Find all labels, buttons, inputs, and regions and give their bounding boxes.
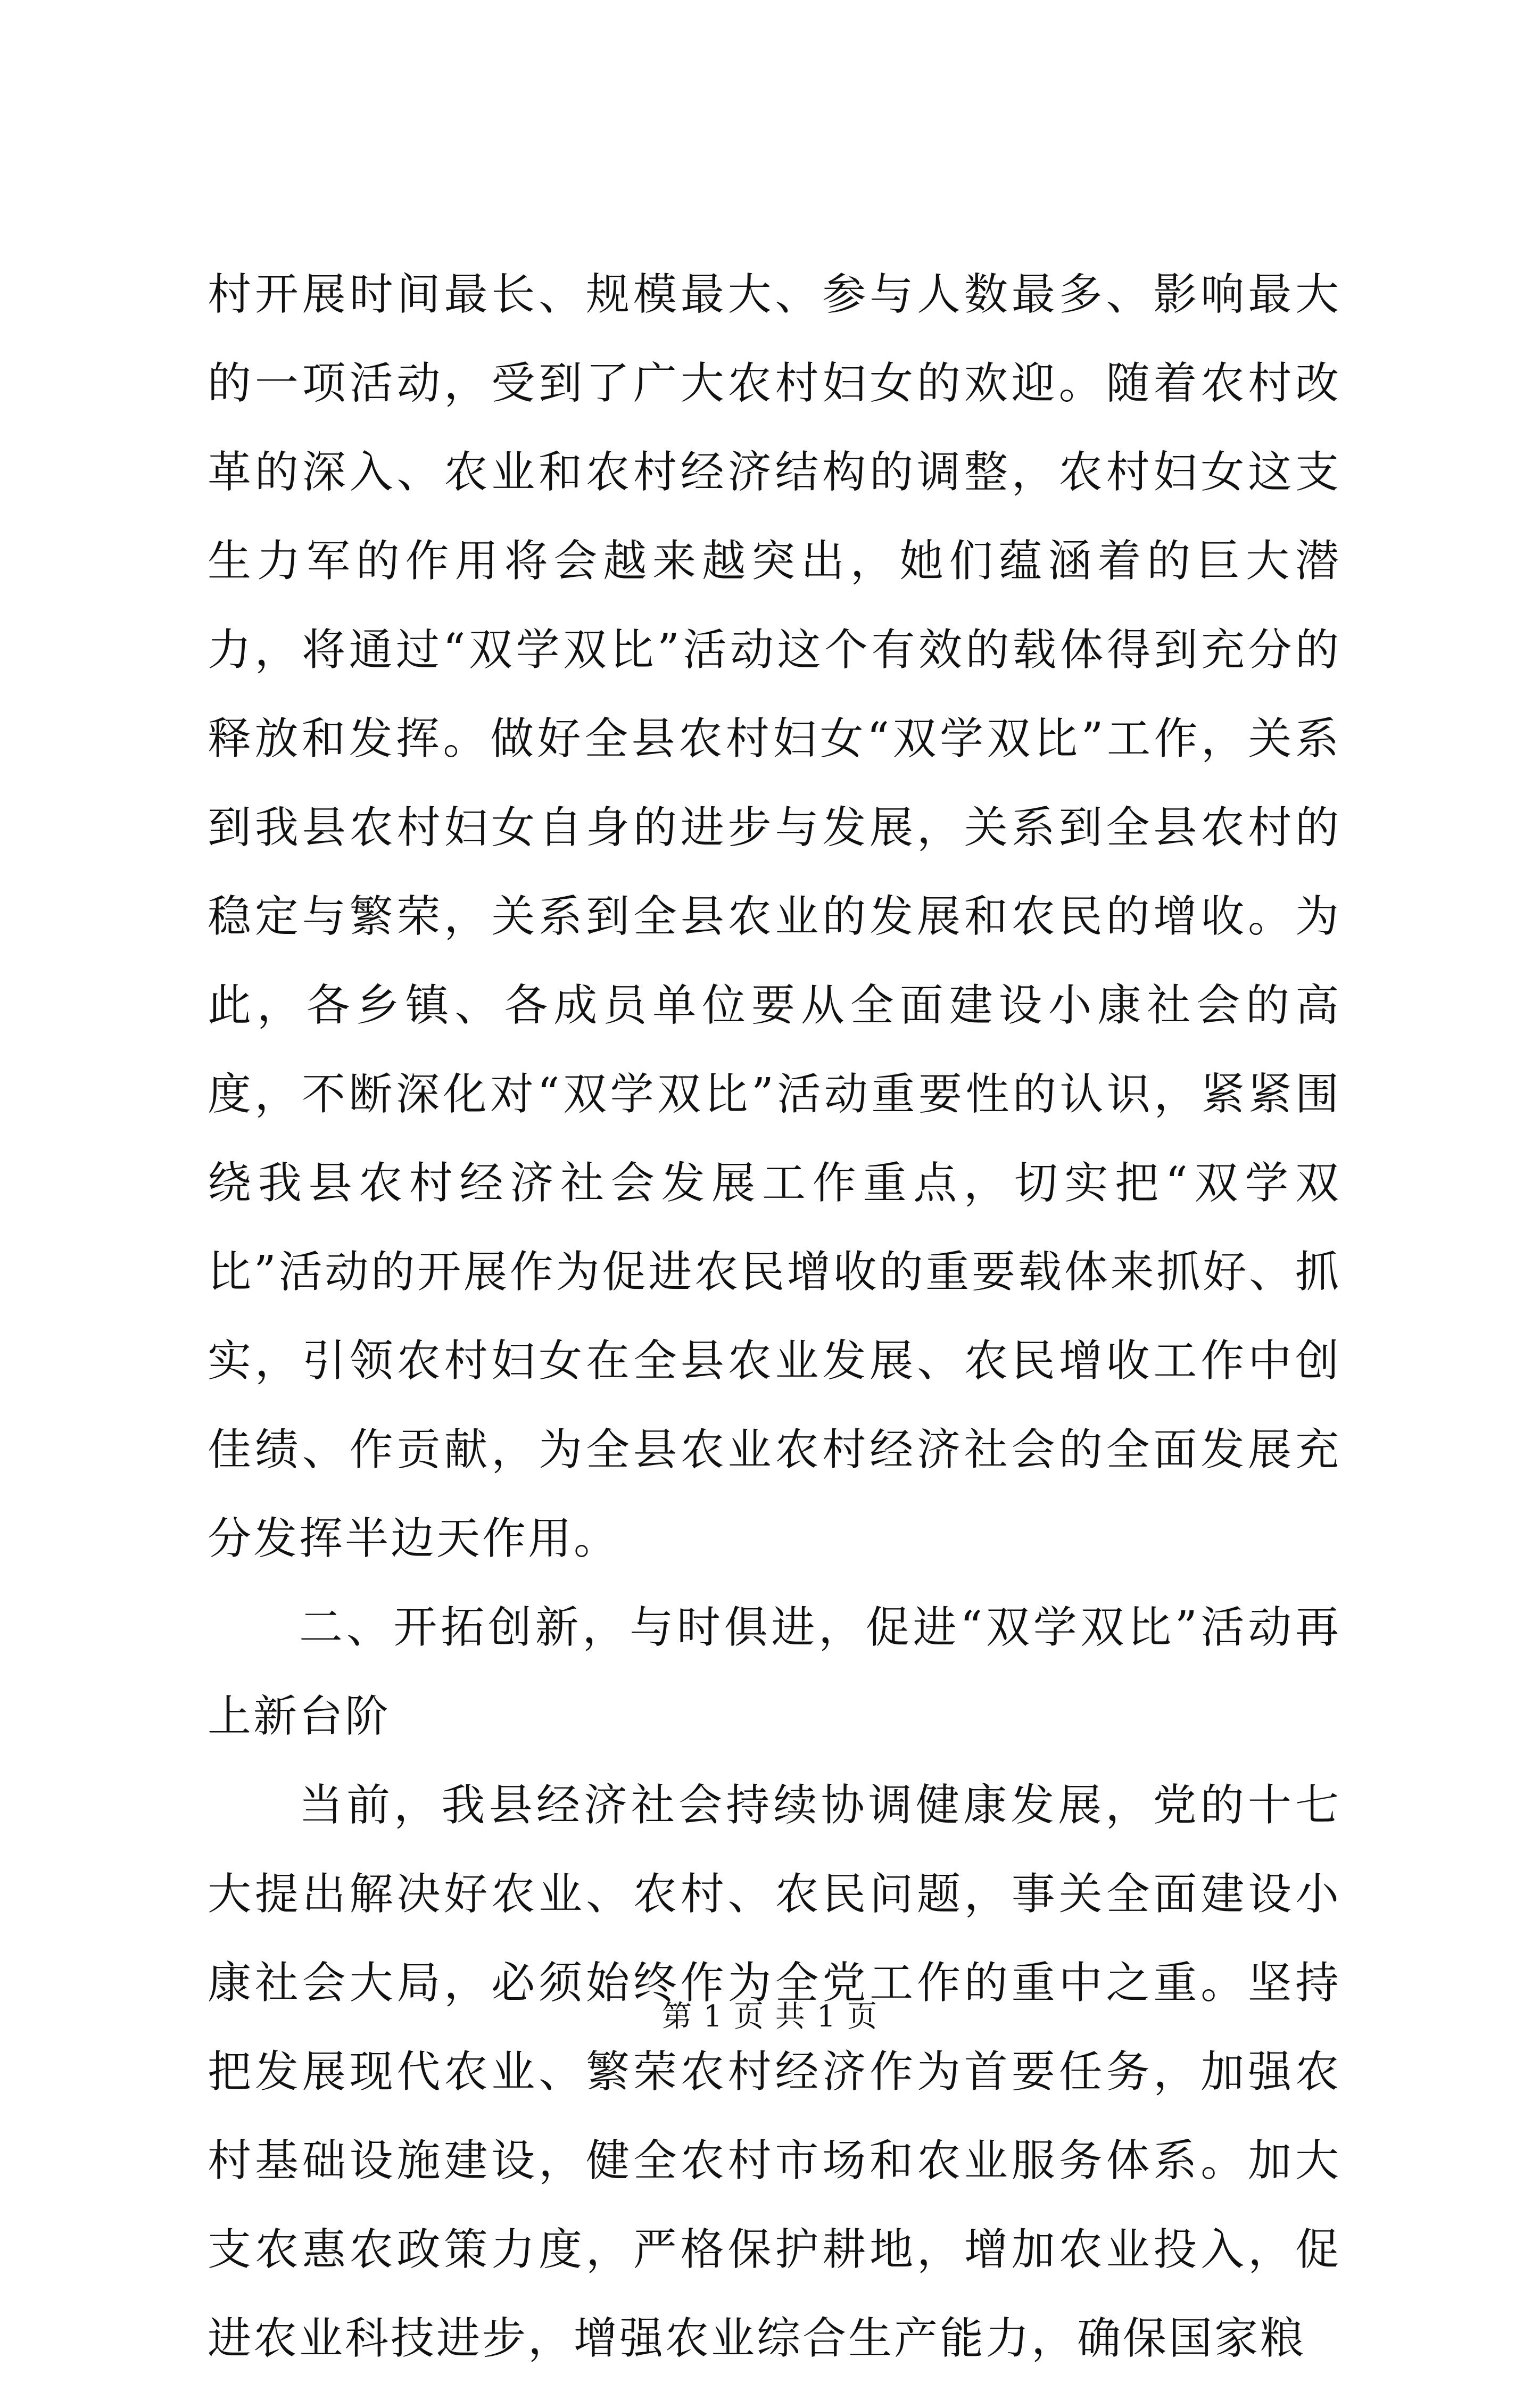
page-footer: 第 1 页 共 1 页 xyxy=(661,1999,879,2034)
paragraph-3: 当前，我县经济社会持续协调健康发展，党的十七大提出解决好农业、农村、农民问题，事关全面建设小康社会大局，必须始终作为全党工作的重中之重。坚持把发展现代农业、繁荣农村经济作为首要任务，加强农村基础设施建设，健全农村市场和农业服务体系。加大支农惠农政策力度，严格保护耕地，增加农业投入，促进农业科技进步，增强农业综合生产能力，确保国家粮 xyxy=(208,1780,1341,2364)
section-heading-2: 二、开拓创新，与时俱进，促进“双学双比”活动再上新台阶 xyxy=(208,1602,1341,1742)
paragraph-1: 村开展时间最长、规模最大、参与人数最多、影响最大的一项活动，受到了广大农村妇女的欢迎。随着农村改革的深入、农业和农村经济结构的调整，农村妇女这支生力军的作用将会越来越突出，她们蕴涵着的巨大潜力，将通过“双学双比”活动这个有效的载体得到充分的释放和发挥。做好全县农村妇女“双学双比”工作，关系到我县农村妇女自身的进步与发展，关系到全县农村的稳定与繁荣，关系到全县农业的发展和农民的增收。为此，各乡镇、各成员单位要从全面建设小康社会的高度，不断深化对“双学双比”活动重要性的认识，紧紧围绕我县农村经济社会发展工作重点，切实把“双学双比”活动的开展作为促进农民增收的重要载体来抓好、抓实，引领农村妇女在全县农业发展、农民增收工作中创佳绩、作贡献，为全县农业农村经济社会的全面发展充分发挥半边天作用。 xyxy=(208,269,1341,1564)
document-body xyxy=(208,250,1341,2383)
